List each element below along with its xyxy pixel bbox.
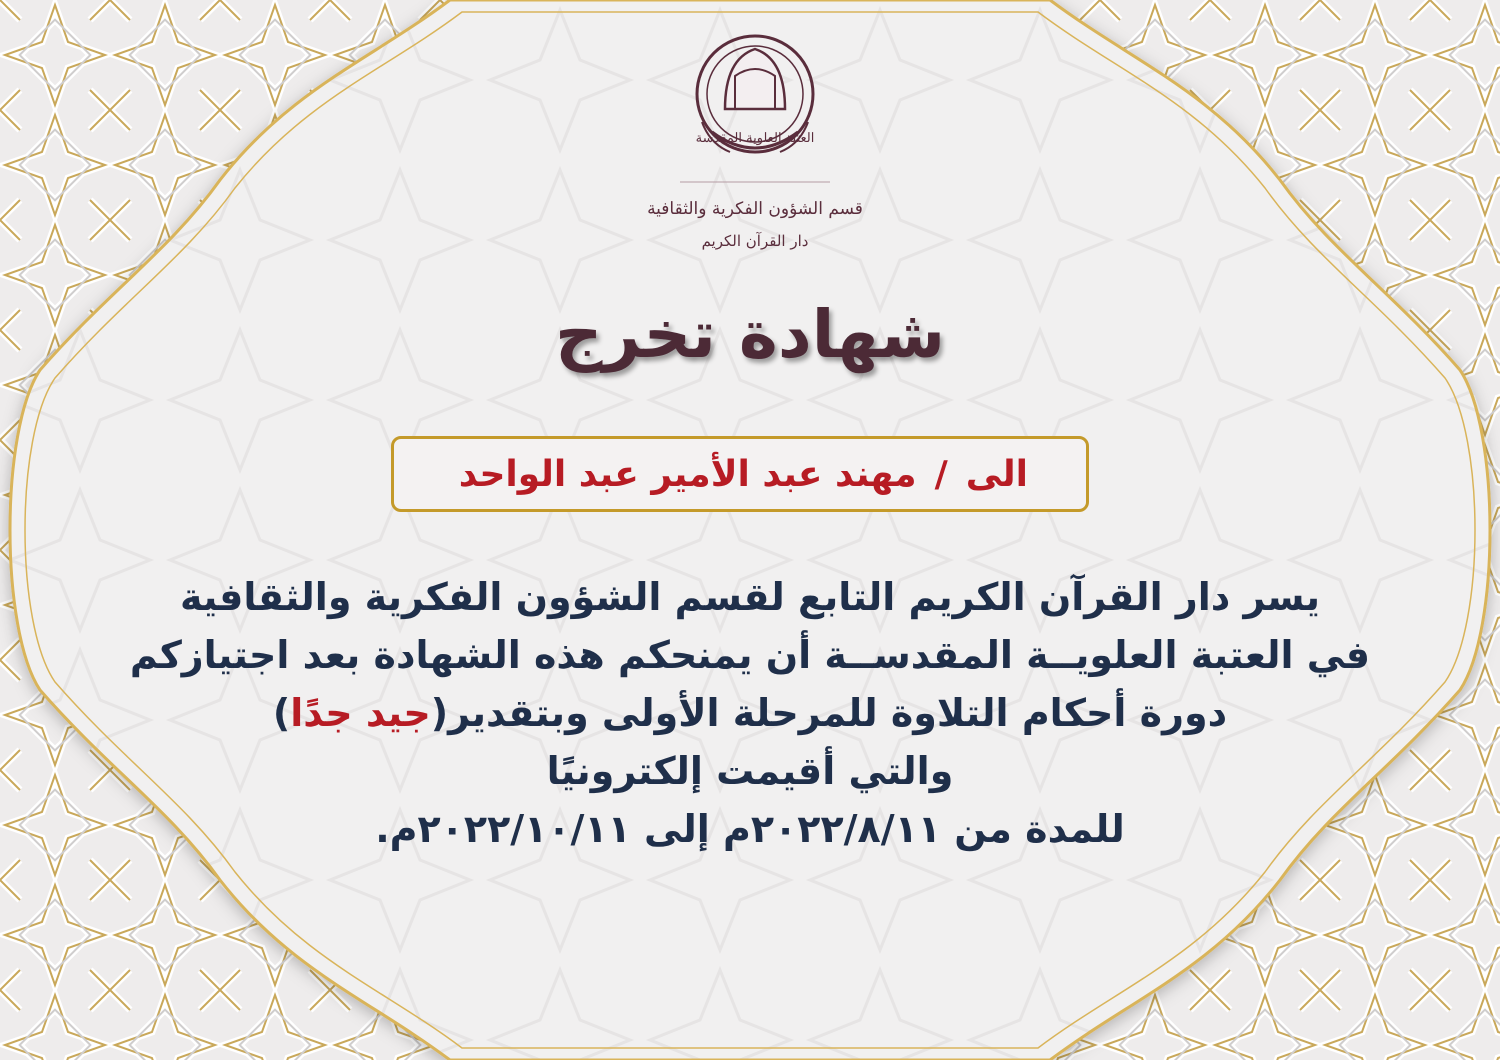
body-line-3-suffix: ) xyxy=(272,691,291,735)
unit-name: دار القرآن الكريم xyxy=(701,232,809,250)
separator: / xyxy=(934,453,948,495)
logo-caption: العتبة العلوية المقدسة xyxy=(695,131,815,146)
certificate-body xyxy=(100,568,1400,858)
emblem-logo-icon xyxy=(640,14,870,264)
body-line-2: في العتبة العلويــة المقدســة أن يمنحكم هذه الشهادة بعد اجتيازكم xyxy=(129,633,1371,677)
header-emblem xyxy=(640,14,870,264)
recipient-name: مهند عبد الأمير عبد الواحد xyxy=(458,453,917,495)
body-line-3-prefix: دورة أحكام التلاوة للمرحلة الأولى وبتقدير( xyxy=(430,691,1228,735)
to-label: الى xyxy=(965,453,1028,495)
body-line-1: يسر دار القرآن الكريم التابع لقسم الشؤون الفكرية والثقافية xyxy=(179,575,1321,619)
body-line-3 xyxy=(100,684,1400,742)
department-name: قسم الشؤون الفكرية والثقافية xyxy=(647,199,863,219)
grade: جيد جدًا xyxy=(290,691,431,735)
body-line-5: للمدة من ٢٠٢٢/٨/١١م إلى ٢٠٢٢/١٠/١١م. xyxy=(375,807,1125,851)
recipient-box xyxy=(391,436,1089,512)
body-line-4: والتي أقيمت إلكترونيًا xyxy=(546,749,954,793)
certificate-title: شهادة تخرج xyxy=(554,296,946,373)
